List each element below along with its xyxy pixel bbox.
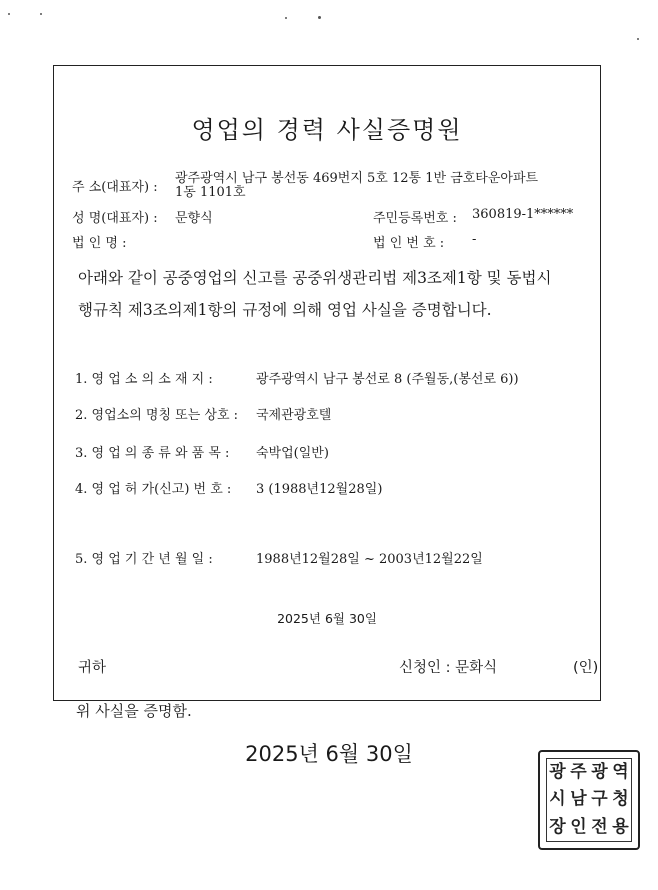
item-business-type <box>75 442 329 461</box>
seal-glyph: 광 <box>549 762 566 783</box>
item-value: 국제관광호텔 <box>256 408 332 423</box>
item-permit-number <box>75 478 382 497</box>
statement-paragraph <box>78 262 588 326</box>
item-location <box>75 368 519 387</box>
item-value: 3 (1988년12월28일) <box>256 482 383 497</box>
item-label: 3. 영 업 의 종 류 와 품 목 : <box>75 446 230 461</box>
item-business-period <box>75 548 483 567</box>
certification-date: 2025년 6월 30일 <box>245 742 413 766</box>
applicant-seal-mark: (인) <box>573 660 599 676</box>
seal-glyph: 광 <box>591 762 608 783</box>
corp-number-label: 법 인 번 호 : <box>373 236 445 251</box>
address-line-1: 광주광역시 남구 봉선동 469번지 5호 12통 1반 금호타운아파트 <box>175 171 539 186</box>
item-value: 숙박업(일반) <box>256 446 329 461</box>
id-number-value: 360819-1****** <box>472 207 574 222</box>
address-label: 주 소(대표자) : <box>72 180 158 195</box>
document-title: 영업의 경력 사실증명원 <box>191 116 463 144</box>
seal-glyph: 장 <box>549 816 566 837</box>
paragraph-line-1: 아래와 같이 공중영업의 신고를 공중위생관리법 제3조제1항 및 동법시 <box>78 269 552 287</box>
name-value: 문향식 <box>175 211 213 226</box>
id-number-label: 주민등록번호 : <box>373 211 457 226</box>
applicant-signature: 신청인 : 문화식 <box>399 660 498 676</box>
seal-glyph: 구 <box>591 789 608 810</box>
corp-name-label: 법 인 명 : <box>72 236 127 251</box>
item-value: 광주광역시 남구 봉선로 8 (주월동,(봉선로 6)) <box>256 372 519 387</box>
item-label: 1. 영 업 소 의 소 재 지 : <box>75 372 213 387</box>
seal-glyph: 전 <box>591 816 608 837</box>
seal-glyph: 청 <box>612 789 629 810</box>
name-label: 성 명(대표자) : <box>72 211 158 226</box>
certificate-frame <box>53 65 601 701</box>
item-label: 4. 영 업 허 가(신고) 번 호 : <box>75 482 232 497</box>
corp-number-value: - <box>472 232 477 247</box>
seal-glyph: 역 <box>612 762 629 783</box>
item-business-name <box>75 404 331 423</box>
seal-glyph: 주 <box>570 762 587 783</box>
certification-statement: 위 사실을 증명함. <box>76 702 192 720</box>
seal-glyph: 남 <box>570 789 587 810</box>
seal-glyph: 인 <box>570 816 587 837</box>
seal-glyph: 시 <box>549 789 566 810</box>
seal-glyph: 용 <box>612 816 629 837</box>
item-value: 1988년12월28일 ~ 2003년12월22일 <box>256 552 483 567</box>
address-line-2: 1동 1101호 <box>175 185 246 200</box>
recipient-label: 귀하 <box>78 660 107 676</box>
official-seal <box>538 750 640 850</box>
paragraph-line-2: 행규칙 제3조의제1항의 규정에 의해 영업 사실을 증명합니다. <box>78 301 492 319</box>
item-label: 2. 영업소의 명칭 또는 상호 : <box>75 408 239 423</box>
item-label: 5. 영 업 기 간 년 월 일 : <box>75 552 213 567</box>
issue-date: 2025년 6월 30일 <box>277 611 377 626</box>
